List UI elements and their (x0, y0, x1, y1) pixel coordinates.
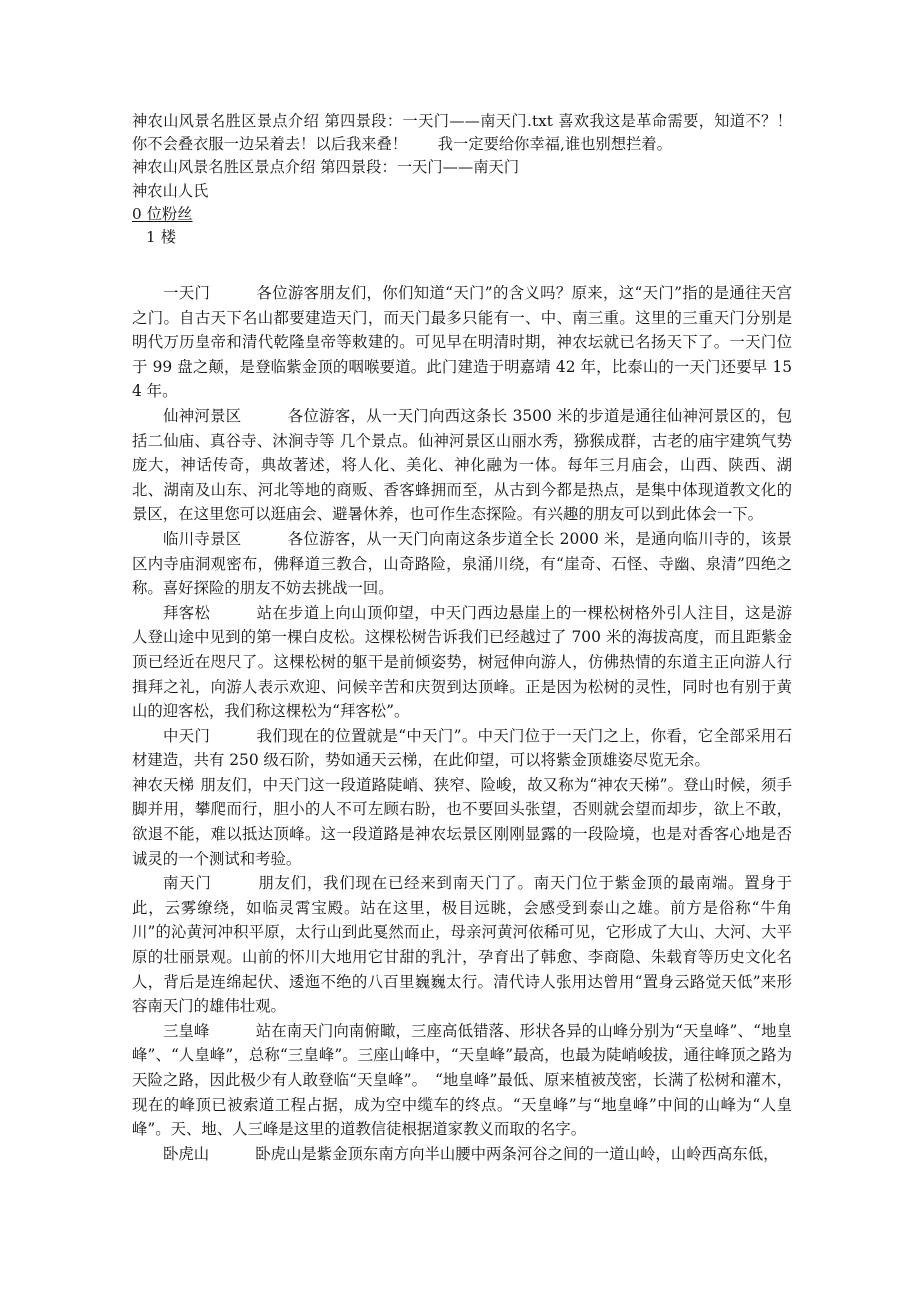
author-name: 神农山人氏 (132, 181, 209, 200)
section-text: 朋友们，我们现在已经来到南天门了。南天门位于紫金顶的最南端。置身于此，云雾缭绕，如临灵霄宝殿。站在这里，极目远眺，会感受到泰山之雄。前方是俗称“牛角川”的沁黄河冲积平原，太行山到此戛然而止，母亲河黄河依稀可见，它形成了大山、大河、大平原的壮丽景观。山前的怀川大地用它甘甜的乳汁，孕育出了韩愈、李商隐、朱载育等历史文化名人，背后是连绵起伏、逶迤不绝的八百里巍巍太行。清代诗人张用达曾用“置身云路觉天低”来形容南天门的雄伟壮观。 (132, 874, 792, 1016)
section-paragraph (132, 871, 792, 1019)
section-heading: 三皇峰 (163, 1021, 210, 1040)
document-body (132, 281, 792, 1166)
section-text: 朋友们，中天门这一段道路陡峭、狭窄、险峻，故又称为“神农天梯”。登山时候，须手脚并用，攀爬而行，胆小的人不可左顾右盼，也不要回头张望，否则就会望而却步，欲上不敢，欲退不能，难以抵达顶峰。这一段道路是神农坛景区刚刚显露的一段险境，也是对香客心地是否诚灵的一个测试和考验。 (132, 775, 792, 868)
section-text: 我们现在的位置就是“中天门”。中天门位于一天门之上，你看，它全部采用石材建造，共有 250 级石阶，势如通天云梯，在此仰望，可以将紫金顶雄姿尽览无余。 (132, 726, 792, 770)
floor-number: 1 楼 (146, 228, 176, 247)
section-text: 各位游客，从一天门向西这条长 3500 米的步道是通往仙神河景区的，包括二仙庙、真谷寺、沐涧寺等 几个景点。仙神河景区山丽水秀，猕猴成群，古老的庙宇建筑气势庞大，神话传奇，典故著述，将人化、美化、神化融为一体。每年三月庙会，山西、陕西、湖北、湖南及山东、河北等地的商贩、香客蜂拥而至，从古到今都是热点，是集中体现道教文化的景区，在这里您可以逛庙会、避暑休养，也可作生态探险。有兴趣的朋友可以到此体会一下。 (132, 406, 792, 524)
document-header (132, 110, 823, 249)
section-heading: 拜客松 (163, 603, 211, 622)
section-text: 卧虎山是紫金顶东南方向半山腰中两条河谷之间的一道山岭，山岭西高东低， (255, 1144, 779, 1163)
file-title-line: 神农山风景名胜区景点介绍 第四景段：一天门——南天门.txt 喜欢我这是革命需要，知道不？！ 你不会叠衣服一边呆着去！以后我来叠！ 我一定要给你幸福,谁也别想拦着。 (132, 112, 823, 154)
section-paragraph (132, 281, 792, 404)
section-heading: 中天门 (163, 726, 211, 745)
section-paragraph (132, 601, 792, 724)
section-heading: 南天门 (163, 874, 212, 893)
section-paragraph (132, 724, 792, 773)
section-paragraph (132, 773, 792, 871)
section-text: 各位游客朋友们，你们知道“天门”的含义吗？原来，这“天门”指的是通往天宫之门。自古天下名山都要建造天门，而天门最多只能有一、中、南三重。这里的三重天门分别是明代万历皇帝和清代乾隆皇帝等敕建的。可见早在明清时期，神农坛就已名扬天下了。一天门位于 99 盘之颠，是登临紫金顶的咽喉要道。此门建造于明嘉靖 42 年，比泰山的一天门还要早 154 年。 (132, 284, 792, 401)
section-heading: 临川寺景区 (163, 529, 242, 548)
section-heading: 卧虎山 (163, 1144, 210, 1163)
section-text: 各位游客，从一天门向南这条步道全长 2000 米，是通向临川寺的，该景区内寺庙洞观密布，佛释道三教合，山奇路险，泉涌川绕，有“崖奇、石怪、寺幽、泉清”四绝之称。喜好探险的朋友不妨去挑战一回。 (132, 529, 792, 598)
section-paragraph (132, 404, 792, 527)
section-paragraph (132, 527, 792, 601)
section-paragraph (132, 1142, 792, 1167)
section-heading: 神农天梯 (132, 775, 195, 794)
section-text: 站在步道上向山顶仰望，中天门西边悬崖上的一棵松树格外引人注目，这是游人登山途中见到的第一棵白皮松。这棵松树告诉我们已经越过了 700 米的海拔高度，而且距紫金顶已经近在咫尺了。这棵松树的躯干是前倾姿势，树冠伸向游人，仿佛热情的东道主正向游人行揖拜之礼，向游人表示欢迎、问候辛苦和庆贺到达顶峰。正是因为松树的灵性，同时也有别于黄山的迎客松，我们称这棵松为“拜客松”。 (132, 603, 792, 721)
section-heading: 一天门 (163, 284, 211, 302)
section-heading: 仙神河景区 (163, 406, 242, 425)
fans-count: 0 位粉丝 (132, 204, 193, 223)
subject-line: 神农山风景名胜区景点介绍 第四景段：一天门——南天门 (132, 158, 520, 177)
section-text: 站在南天门向南俯瞰，三座高低错落、形状各异的山峰分别为“天皇峰”、“地皇峰”、“人皇峰”，总称“三皇峰”。三座山峰中，“天皇峰”最高，也最为陡峭峻拔，通往峰顶之路为天险之路，因此极少有人敢登临“天皇峰”。 “地皇峰”最低、原来植被茂密，长满了松树和灌木，现在的峰顶已被索道工程占据，成为空中缆车的终点。“天皇峰”与“地皇峰”中间的山峰为“人皇峰”。天、地、人三峰是这里的道教信徒根据道家教义而取的名字。 (132, 1021, 792, 1139)
section-paragraph (132, 1019, 792, 1142)
